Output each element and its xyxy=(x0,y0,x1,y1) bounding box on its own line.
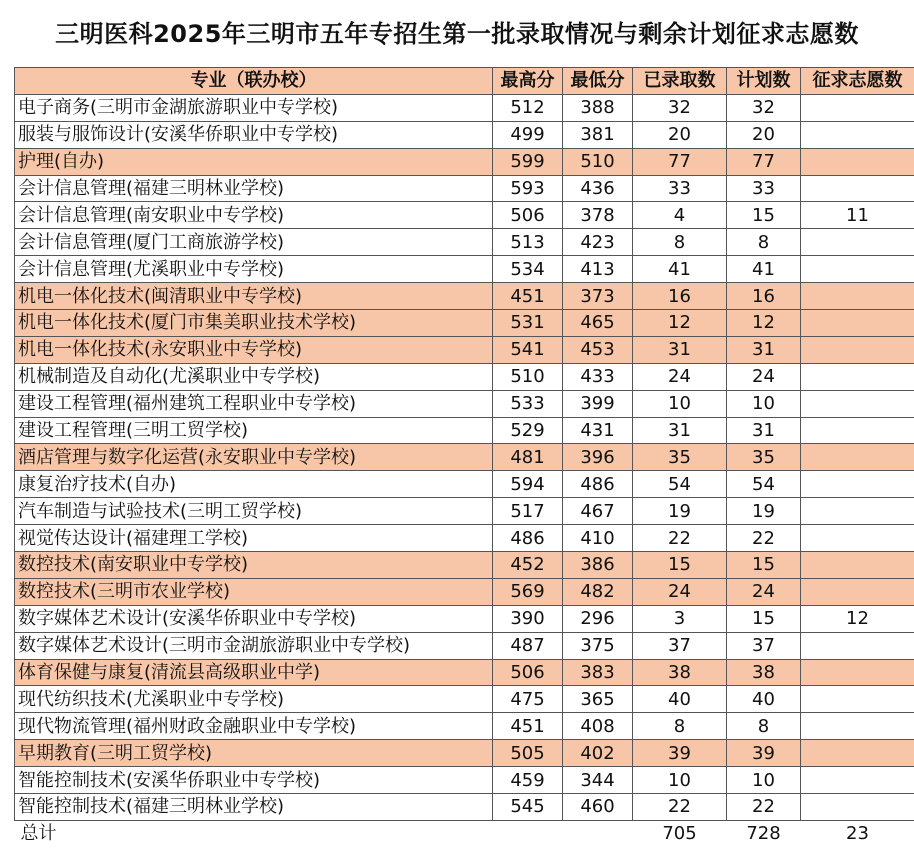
major-cell: 会计信息管理(尤溪职业中专学校) xyxy=(15,256,493,283)
admitted-cell: 37 xyxy=(633,632,727,659)
header-plan: 计划数 xyxy=(727,68,801,95)
max-score-cell: 513 xyxy=(493,229,563,256)
solicit-cell xyxy=(801,552,914,579)
min-score-cell: 378 xyxy=(563,202,633,229)
solicit-cell: 12 xyxy=(801,605,914,632)
max-score-cell: 529 xyxy=(493,417,563,444)
major-cell: 会计信息管理(福建三明林业学校) xyxy=(15,175,493,202)
major-cell: 体育保健与康复(清流县高级职业中学) xyxy=(15,659,493,686)
admitted-cell: 15 xyxy=(633,552,727,579)
plan-cell: 35 xyxy=(727,444,801,471)
solicit-cell: 11 xyxy=(801,202,914,229)
admitted-cell: 24 xyxy=(633,578,727,605)
major-cell: 机电一体化技术(永安职业中专学校) xyxy=(15,336,493,363)
plan-cell: 77 xyxy=(727,148,801,175)
min-score-cell: 365 xyxy=(563,686,633,713)
table-row xyxy=(15,148,914,175)
admitted-cell: 8 xyxy=(633,229,727,256)
admitted-cell: 8 xyxy=(633,713,727,740)
major-cell: 数字媒体艺术设计(安溪华侨职业中专学校) xyxy=(15,605,493,632)
min-score-cell: 423 xyxy=(563,229,633,256)
max-score-cell: 541 xyxy=(493,336,563,363)
major-cell: 建设工程管理(福州建筑工程职业中专学校) xyxy=(15,390,493,417)
table-row xyxy=(15,686,914,713)
table-row xyxy=(15,471,914,498)
table-row xyxy=(15,121,914,148)
table-row xyxy=(15,605,914,632)
max-score-cell: 481 xyxy=(493,444,563,471)
max-score-cell: 534 xyxy=(493,256,563,283)
header-row xyxy=(15,68,914,95)
table-row xyxy=(15,713,914,740)
page-title: 三明医科2025年三明市五年专招生第一批录取情况与剩余计划征求志愿数 xyxy=(55,20,859,48)
min-score-cell: 433 xyxy=(563,363,633,390)
min-score-cell: 375 xyxy=(563,632,633,659)
plan-cell: 8 xyxy=(727,229,801,256)
table-row xyxy=(15,336,914,363)
max-score-cell: 512 xyxy=(493,94,563,121)
plan-cell: 16 xyxy=(727,283,801,310)
plan-cell: 22 xyxy=(727,525,801,552)
major-cell: 数字媒体艺术设计(三明市金湖旅游职业中专学校) xyxy=(15,632,493,659)
table-row xyxy=(15,94,914,121)
header-max-score: 最高分 xyxy=(493,68,563,95)
plan-cell: 40 xyxy=(727,686,801,713)
admitted-cell: 33 xyxy=(633,175,727,202)
admitted-cell: 16 xyxy=(633,283,727,310)
plan-cell: 10 xyxy=(727,390,801,417)
max-score-cell: 599 xyxy=(493,148,563,175)
major-cell: 建设工程管理(三明工贸学校) xyxy=(15,417,493,444)
major-cell: 机电一体化技术(闽清职业中专学校) xyxy=(15,283,493,310)
solicit-cell xyxy=(801,444,914,471)
min-score-cell: 408 xyxy=(563,713,633,740)
solicit-cell xyxy=(801,256,914,283)
plan-cell: 24 xyxy=(727,578,801,605)
table-row xyxy=(15,175,914,202)
admitted-cell: 54 xyxy=(633,471,727,498)
major-cell: 智能控制技术(安溪华侨职业中专学校) xyxy=(15,767,493,794)
min-score-cell: 396 xyxy=(563,444,633,471)
admitted-cell: 22 xyxy=(633,525,727,552)
min-score-cell: 431 xyxy=(563,417,633,444)
plan-cell: 20 xyxy=(727,121,801,148)
min-score-cell: 453 xyxy=(563,336,633,363)
admitted-cell: 35 xyxy=(633,444,727,471)
max-score-cell: 569 xyxy=(493,578,563,605)
table-row xyxy=(15,202,914,229)
max-score-cell: 486 xyxy=(493,525,563,552)
min-score-cell: 460 xyxy=(563,794,633,821)
solicit-cell xyxy=(801,686,914,713)
table-row xyxy=(15,740,914,767)
table-row xyxy=(15,659,914,686)
plan-cell: 37 xyxy=(727,632,801,659)
min-score-cell: 383 xyxy=(563,659,633,686)
table-row xyxy=(15,283,914,310)
admitted-cell: 31 xyxy=(633,417,727,444)
max-score-cell: 506 xyxy=(493,659,563,686)
table-row xyxy=(15,794,914,821)
admitted-cell: 12 xyxy=(633,310,727,337)
admitted-cell: 10 xyxy=(633,767,727,794)
max-score-cell: 487 xyxy=(493,632,563,659)
plan-cell: 15 xyxy=(727,202,801,229)
solicit-cell xyxy=(801,363,914,390)
total-plan: 728 xyxy=(746,823,781,845)
solicit-cell xyxy=(801,417,914,444)
max-score-cell: 517 xyxy=(493,498,563,525)
table-row xyxy=(15,578,914,605)
admitted-cell: 41 xyxy=(633,256,727,283)
min-score-cell: 399 xyxy=(563,390,633,417)
major-cell: 视觉传达设计(福建理工学校) xyxy=(15,525,493,552)
table-row xyxy=(15,390,914,417)
table-row xyxy=(15,363,914,390)
solicit-cell xyxy=(801,740,914,767)
plan-cell: 8 xyxy=(727,713,801,740)
header-major: 专业（联办校） xyxy=(15,68,493,95)
max-score-cell: 459 xyxy=(493,767,563,794)
solicit-cell xyxy=(801,148,914,175)
major-cell: 现代物流管理(福州财政金融职业中专学校) xyxy=(15,713,493,740)
admitted-cell: 19 xyxy=(633,498,727,525)
major-cell: 数控技术(南安职业中专学校) xyxy=(15,552,493,579)
min-score-cell: 413 xyxy=(563,256,633,283)
admitted-cell: 24 xyxy=(633,363,727,390)
major-cell: 康复治疗技术(自办) xyxy=(15,471,493,498)
max-score-cell: 593 xyxy=(493,175,563,202)
total-admitted: 705 xyxy=(662,823,697,845)
solicit-cell xyxy=(801,659,914,686)
header-admitted: 已录取数 xyxy=(633,68,727,95)
admitted-cell: 22 xyxy=(633,794,727,821)
admitted-cell: 20 xyxy=(633,121,727,148)
table-row xyxy=(15,229,914,256)
major-cell: 汽车制造与试验技术(三明工贸学校) xyxy=(15,498,493,525)
min-score-cell: 344 xyxy=(563,767,633,794)
plan-cell: 22 xyxy=(727,794,801,821)
plan-cell: 15 xyxy=(727,605,801,632)
header-solicit: 征求志愿数 xyxy=(801,68,914,95)
total-row xyxy=(15,820,914,846)
table-row xyxy=(15,498,914,525)
admitted-cell: 3 xyxy=(633,605,727,632)
major-cell: 会计信息管理(南安职业中专学校) xyxy=(15,202,493,229)
max-score-cell: 499 xyxy=(493,121,563,148)
table-row xyxy=(15,444,914,471)
min-score-cell: 410 xyxy=(563,525,633,552)
table-row xyxy=(15,767,914,794)
solicit-cell xyxy=(801,713,914,740)
major-cell: 数控技术(三明市农业学校) xyxy=(15,578,493,605)
admission-table xyxy=(14,67,914,847)
major-cell: 电子商务(三明市金湖旅游职业中专学校) xyxy=(15,94,493,121)
header-min-score: 最低分 xyxy=(563,68,633,95)
min-score-cell: 465 xyxy=(563,310,633,337)
max-score-cell: 452 xyxy=(493,552,563,579)
solicit-cell xyxy=(801,767,914,794)
admitted-cell: 40 xyxy=(633,686,727,713)
solicit-cell xyxy=(801,471,914,498)
max-score-cell: 390 xyxy=(493,605,563,632)
solicit-cell xyxy=(801,525,914,552)
solicit-cell xyxy=(801,390,914,417)
table-row xyxy=(15,417,914,444)
major-cell: 护理(自办) xyxy=(15,148,493,175)
total-solicit: 23 xyxy=(846,823,869,845)
major-cell: 会计信息管理(厦门工商旅游学校) xyxy=(15,229,493,256)
min-score-cell: 402 xyxy=(563,740,633,767)
major-cell: 服装与服饰设计(安溪华侨职业中专学校) xyxy=(15,121,493,148)
min-score-cell: 436 xyxy=(563,175,633,202)
max-score-cell: 505 xyxy=(493,740,563,767)
total-max-empty xyxy=(493,820,563,846)
plan-cell: 10 xyxy=(727,767,801,794)
major-cell: 现代纺织技术(尤溪职业中专学校) xyxy=(15,686,493,713)
admitted-cell: 39 xyxy=(633,740,727,767)
plan-cell: 12 xyxy=(727,310,801,337)
major-cell: 智能控制技术(福建三明林业学校) xyxy=(15,794,493,821)
max-score-cell: 475 xyxy=(493,686,563,713)
plan-cell: 15 xyxy=(727,552,801,579)
min-score-cell: 510 xyxy=(563,148,633,175)
solicit-cell xyxy=(801,498,914,525)
max-score-cell: 451 xyxy=(493,713,563,740)
major-cell: 机电一体化技术(厦门市集美职业技术学校) xyxy=(15,310,493,337)
table-row xyxy=(15,552,914,579)
solicit-cell xyxy=(801,336,914,363)
plan-cell: 54 xyxy=(727,471,801,498)
min-score-cell: 386 xyxy=(563,552,633,579)
plan-cell: 38 xyxy=(727,659,801,686)
plan-cell: 39 xyxy=(727,740,801,767)
table-row xyxy=(15,256,914,283)
solicit-cell xyxy=(801,94,914,121)
total-min-empty xyxy=(563,820,633,846)
max-score-cell: 545 xyxy=(493,794,563,821)
max-score-cell: 594 xyxy=(493,471,563,498)
major-cell: 早期教育(三明工贸学校) xyxy=(15,740,493,767)
admitted-cell: 4 xyxy=(633,202,727,229)
max-score-cell: 506 xyxy=(493,202,563,229)
min-score-cell: 482 xyxy=(563,578,633,605)
admitted-cell: 32 xyxy=(633,94,727,121)
max-score-cell: 451 xyxy=(493,283,563,310)
plan-cell: 19 xyxy=(727,498,801,525)
plan-cell: 41 xyxy=(727,256,801,283)
plan-cell: 31 xyxy=(727,336,801,363)
min-score-cell: 486 xyxy=(563,471,633,498)
solicit-cell xyxy=(801,229,914,256)
table-row xyxy=(15,525,914,552)
solicit-cell xyxy=(801,283,914,310)
plan-cell: 31 xyxy=(727,417,801,444)
max-score-cell: 533 xyxy=(493,390,563,417)
table-row xyxy=(15,310,914,337)
admitted-cell: 38 xyxy=(633,659,727,686)
major-cell: 酒店管理与数字化运营(永安职业中专学校) xyxy=(15,444,493,471)
min-score-cell: 373 xyxy=(563,283,633,310)
admitted-cell: 10 xyxy=(633,390,727,417)
plan-cell: 33 xyxy=(727,175,801,202)
plan-cell: 32 xyxy=(727,94,801,121)
plan-cell: 24 xyxy=(727,363,801,390)
solicit-cell xyxy=(801,310,914,337)
min-score-cell: 381 xyxy=(563,121,633,148)
major-cell: 机械制造及自动化(尤溪职业中专学校) xyxy=(15,363,493,390)
solicit-cell xyxy=(801,794,914,821)
min-score-cell: 388 xyxy=(563,94,633,121)
total-label: 总计 xyxy=(20,823,57,845)
min-score-cell: 296 xyxy=(563,605,633,632)
max-score-cell: 510 xyxy=(493,363,563,390)
solicit-cell xyxy=(801,175,914,202)
max-score-cell: 531 xyxy=(493,310,563,337)
admitted-cell: 31 xyxy=(633,336,727,363)
solicit-cell xyxy=(801,578,914,605)
solicit-cell xyxy=(801,121,914,148)
table-body xyxy=(15,94,914,846)
table-row xyxy=(15,632,914,659)
solicit-cell xyxy=(801,632,914,659)
admitted-cell: 77 xyxy=(633,148,727,175)
min-score-cell: 467 xyxy=(563,498,633,525)
